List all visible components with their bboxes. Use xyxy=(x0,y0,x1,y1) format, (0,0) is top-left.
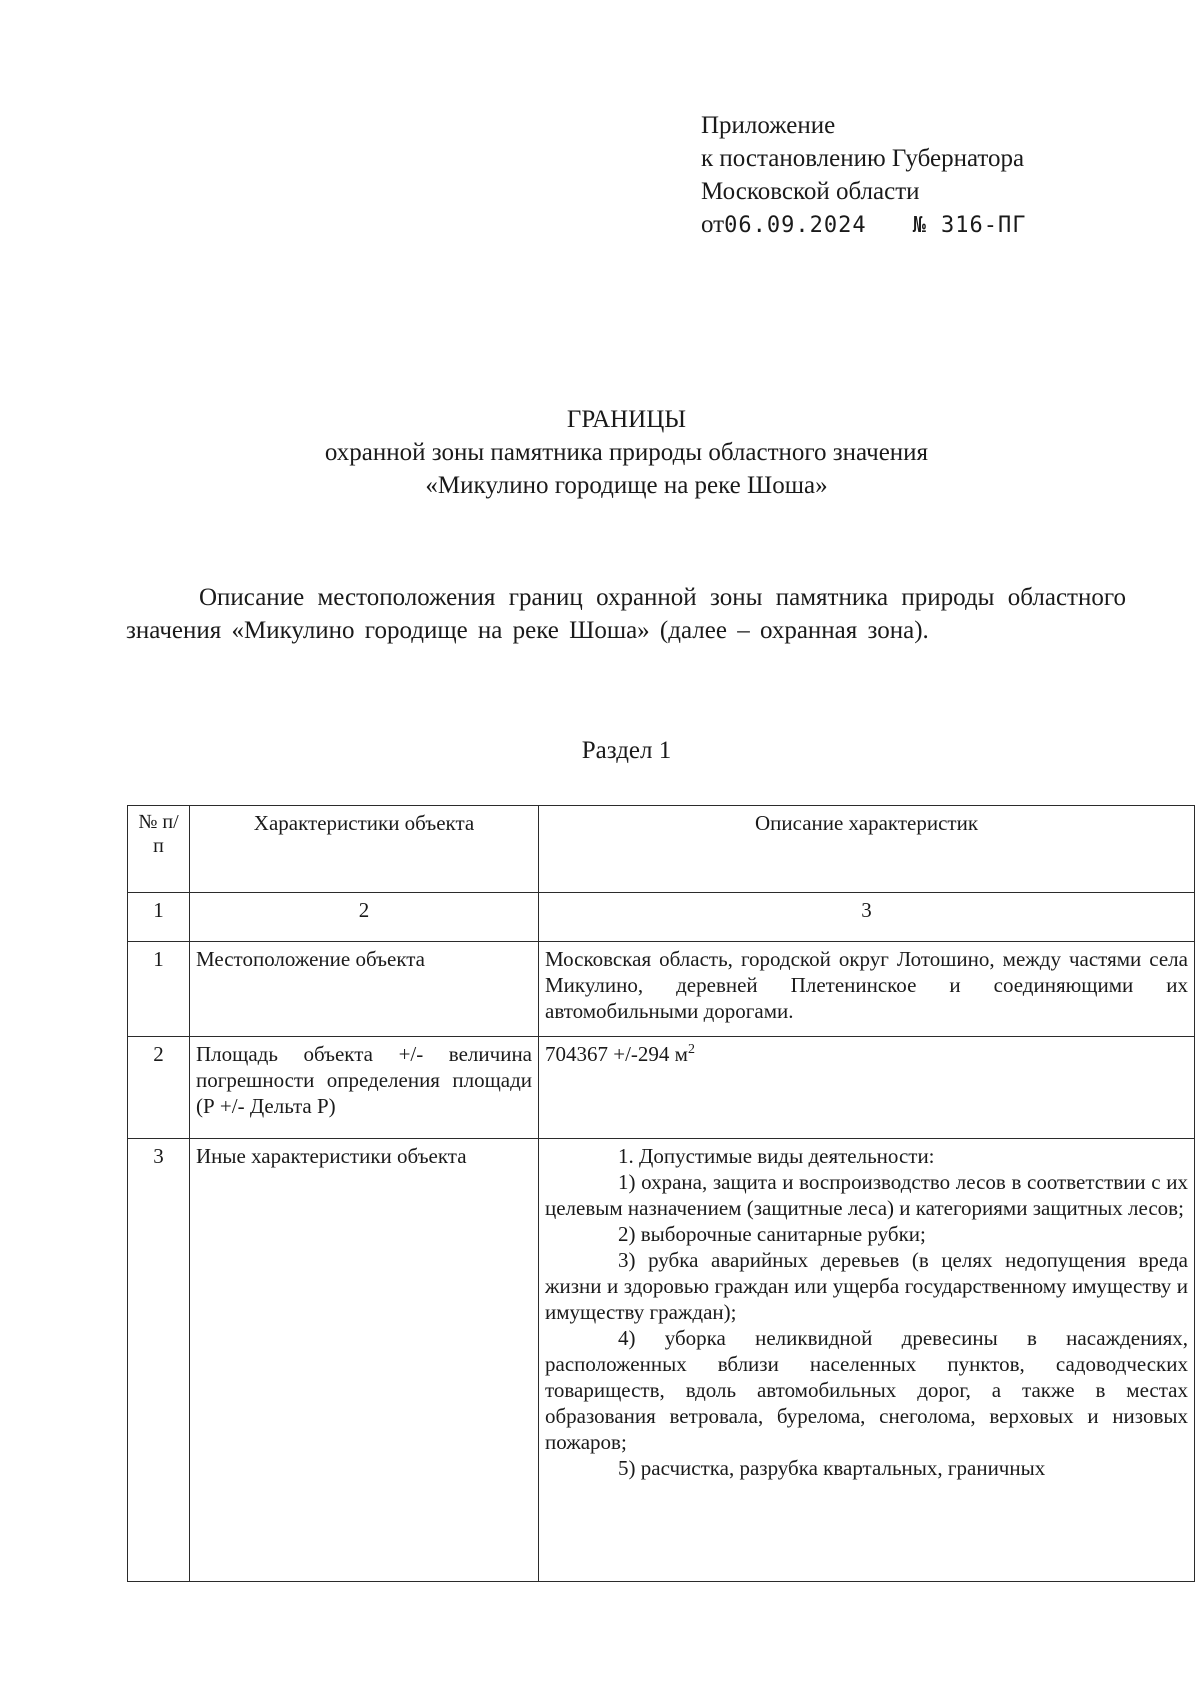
row-num: 2 xyxy=(128,1037,190,1139)
area-unit-superscript: 2 xyxy=(687,1042,695,1057)
column-number: 3 xyxy=(539,893,1195,942)
row-description xyxy=(539,1139,1195,1582)
appendix-line-2: к постановлению Губернатора xyxy=(701,145,1025,172)
title-line-2: охранной зоны памятника природы областного значения xyxy=(324,439,929,466)
list-item: 2) выборочные санитарные рубки; xyxy=(618,1222,926,1246)
area-value: 704367 +/-294 м xyxy=(545,1042,688,1066)
row-description: Московская область, городской округ Лотошино, между частями села Микулино, деревней Плетенинское и соединяющими их автомобильными дорогами. xyxy=(539,942,1195,1037)
document-number: № 316-ПГ xyxy=(912,213,1027,238)
list-item: 1) охрана, защита и воспроизводство лесов в соответствии с их целевым назначением (защитные леса) и категориями защитных лесов; xyxy=(545,1170,1188,1220)
table-header-row xyxy=(128,806,1195,893)
title-line-3: «Микулино городище на реке Шоша» xyxy=(425,472,828,499)
row-num: 3 xyxy=(128,1139,190,1582)
row-characteristic: Иные характеристики объекта xyxy=(190,1139,539,1582)
header-characteristic: Характеристики объекта xyxy=(190,806,539,893)
header-num: № п/п xyxy=(128,806,190,893)
table-row xyxy=(128,1139,1195,1582)
column-number-row xyxy=(128,893,1195,942)
appendix-block xyxy=(701,109,1027,242)
document-title xyxy=(0,403,1200,502)
appendix-date-line xyxy=(701,208,1027,242)
row-num: 1 xyxy=(128,942,190,1037)
column-number: 2 xyxy=(190,893,539,942)
list-item: 5) расчистка, разрубка квартальных, граничных xyxy=(618,1456,1046,1480)
column-number: 1 xyxy=(128,893,190,942)
document-date: 06.09.2024 xyxy=(724,213,867,238)
appendix-line-3: Московской области xyxy=(701,178,920,205)
characteristics-table xyxy=(127,805,1195,1582)
title-heading: ГРАНИЦЫ xyxy=(566,406,687,433)
date-prefix: от xyxy=(701,211,725,238)
intro-paragraph: Описание местоположения границ охранной зоны памятника природы областного значения «Микулино городище на реке Шоша» (далее – охранная зона). xyxy=(126,584,1126,644)
row-characteristic: Местоположение объекта xyxy=(190,942,539,1037)
header-description: Описание характеристик xyxy=(539,806,1195,893)
appendix-line-1: Приложение xyxy=(701,112,836,139)
row-description xyxy=(539,1037,1195,1139)
list-item: 3) рубка аварийных деревьев (в целях недопущения вреда жизни и здоровью граждан или ущерба государственному имуществу и имуществу граждан); xyxy=(545,1248,1188,1324)
section-heading: Раздел 1 xyxy=(581,737,672,764)
row-characteristic: Площадь объекта +/- величина погрешности определения площади (Р +/- Дельта Р) xyxy=(190,1037,539,1139)
list-item: 1. Допустимые виды деятельности: xyxy=(618,1144,935,1168)
list-item: 4) уборка неликвидной древесины в насаждениях, расположенных вблизи населенных пунктов, садоводческих товариществ, вдоль автомобильных дорог, а также в местах образования ветровала, бурелома, снеголома, верховых и низовых пожаров; xyxy=(545,1326,1188,1454)
table-row xyxy=(128,942,1195,1037)
table-row xyxy=(128,1037,1195,1139)
